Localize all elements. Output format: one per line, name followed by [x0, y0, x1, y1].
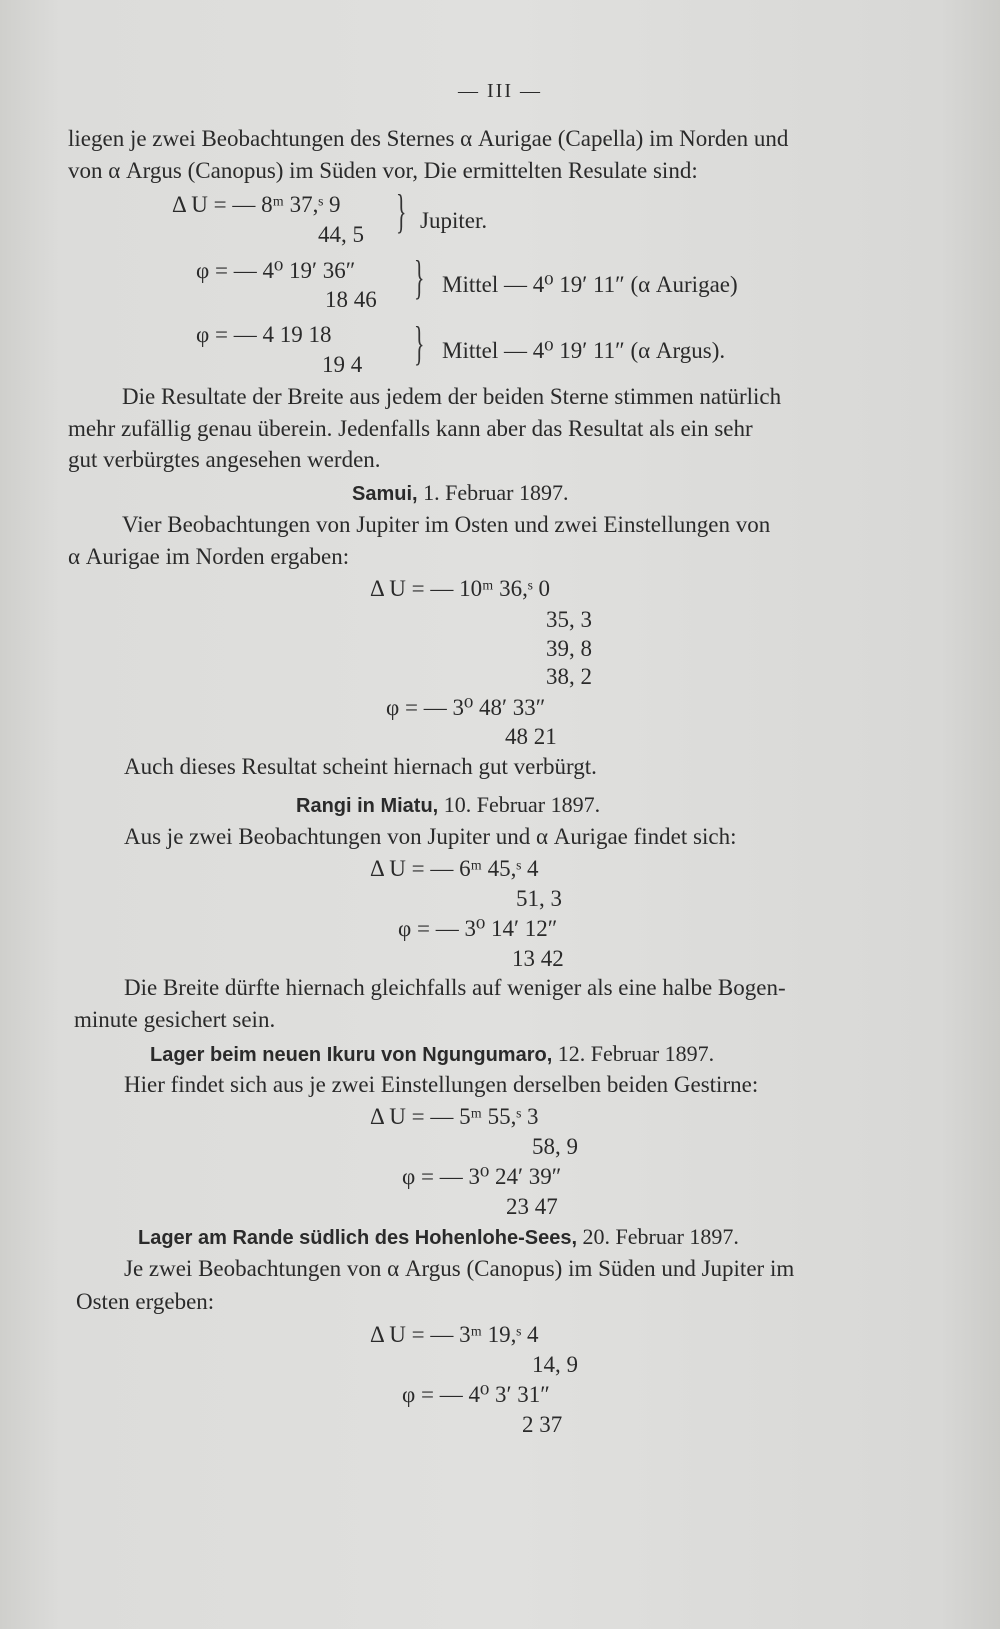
samui-du-4: 38, 2: [546, 664, 592, 689]
samui-closing: Auch dieses Resultat scheint hiernach gut verbürgt.: [124, 754, 597, 779]
ikuru-line-1: Hier findet sich aus je zwei Einstellungen derselben beiden Gestirne:: [124, 1072, 759, 1097]
para1-line-1: Die Resultate der Breite aus jedem der beiden Sterne stimmen natürlich: [122, 384, 782, 409]
brace: }: [414, 251, 425, 304]
samui-phi-1: φ = — 3⁰ 48′ 33″: [386, 695, 546, 720]
section-heading-rangi: Rangi in Miatu, 10. Februar 1897.: [296, 792, 601, 817]
samui-phi-2: 48 21: [505, 724, 557, 749]
phi1-row-1: φ = — 4⁰ 19′ 36″: [196, 258, 356, 283]
rangi-closing-1: Die Breite dürfte hiernach gleichfalls auf weniger als eine halbe Bogen-: [124, 975, 786, 1000]
hohenlohe-line-2: Osten ergeben:: [76, 1289, 215, 1314]
page-number: — III —: [458, 80, 542, 102]
phi1-row-2: 18 46: [325, 287, 377, 312]
samui-line-2: α Aurigae im Norden ergaben:: [68, 544, 350, 569]
rangi-du-1: Δ U = — 6ᵐ 45,ˢ 4: [370, 856, 539, 881]
hohenlohe-du-2: 14, 9: [532, 1352, 578, 1377]
para1-line-3: gut verbürgtes angesehen werden.: [68, 447, 381, 472]
phi1-note: Mittel — 4⁰ 19′ 11″ (α Aurigae): [442, 272, 738, 297]
section-heading-ikuru: Lager beim neuen Ikuru von Ngungumaro, 12. Februar 1897.: [150, 1041, 715, 1066]
para1-line-2: mehr zufällig genau überein. Jedenfalls kann aber das Resultat als ein sehr: [68, 416, 753, 441]
rangi-closing-2: minute gesichert sein.: [74, 1007, 276, 1032]
intro-line-1: liegen je zwei Beobachtungen des Sternes α Aurigae (Capella) im Norden und: [68, 126, 789, 151]
rangi-du-2: 51, 3: [516, 886, 562, 911]
ikuru-phi-2: 23 47: [506, 1194, 558, 1219]
hohenlohe-phi-1: φ = — 4⁰ 3′ 31″: [402, 1382, 550, 1407]
section-heading-hohenlohe: Lager am Rande südlich des Hohenlohe-Sees, 20. Februar 1897.: [138, 1224, 739, 1249]
hohenlohe-line-1: Je zwei Beobachtungen von α Argus (Canopus) im Süden und Jupiter im: [124, 1256, 795, 1281]
phi2-note: Mittel — 4⁰ 19′ 11″ (α Argus).: [442, 338, 726, 363]
brace: }: [414, 317, 425, 370]
samui-du-1: Δ U = — 10ᵐ 36,ˢ 0: [370, 576, 550, 601]
phi2-row-1: φ = — 4 19 18: [196, 322, 332, 347]
rangi-line-1: Aus je zwei Beobachtungen von Jupiter und α Aurigae findet sich:: [124, 824, 737, 849]
delta-u-note: Jupiter.: [420, 208, 488, 233]
intro-line-2: von α Argus (Canopus) im Süden vor, Die ermittelten Resulate sind:: [68, 158, 698, 183]
samui-du-3: 39, 8: [546, 636, 592, 661]
section-heading-samui: Samui, 1. Februar 1897.: [352, 480, 569, 505]
samui-du-2: 35, 3: [546, 607, 592, 632]
brace: }: [396, 185, 407, 238]
delta-u-row-2: 44, 5: [318, 222, 364, 247]
samui-line-1: Vier Beobachtungen von Jupiter im Osten und zwei Einstellungen von: [122, 512, 771, 537]
rangi-phi-1: φ = — 3⁰ 14′ 12″: [398, 916, 558, 941]
rangi-phi-2: 13 42: [512, 946, 564, 971]
delta-u-row-1: Δ U = — 8ᵐ 37,ˢ 9: [172, 192, 341, 217]
hohenlohe-du-1: Δ U = — 3ᵐ 19,ˢ 4: [370, 1322, 539, 1347]
ikuru-du-1: Δ U = — 5ᵐ 55,ˢ 3: [370, 1104, 539, 1129]
hohenlohe-phi-2: 2 37: [522, 1412, 563, 1437]
ikuru-du-2: 58, 9: [532, 1134, 578, 1159]
ikuru-phi-1: φ = — 3⁰ 24′ 39″: [402, 1164, 562, 1189]
phi2-row-2: 19 4: [322, 352, 363, 377]
